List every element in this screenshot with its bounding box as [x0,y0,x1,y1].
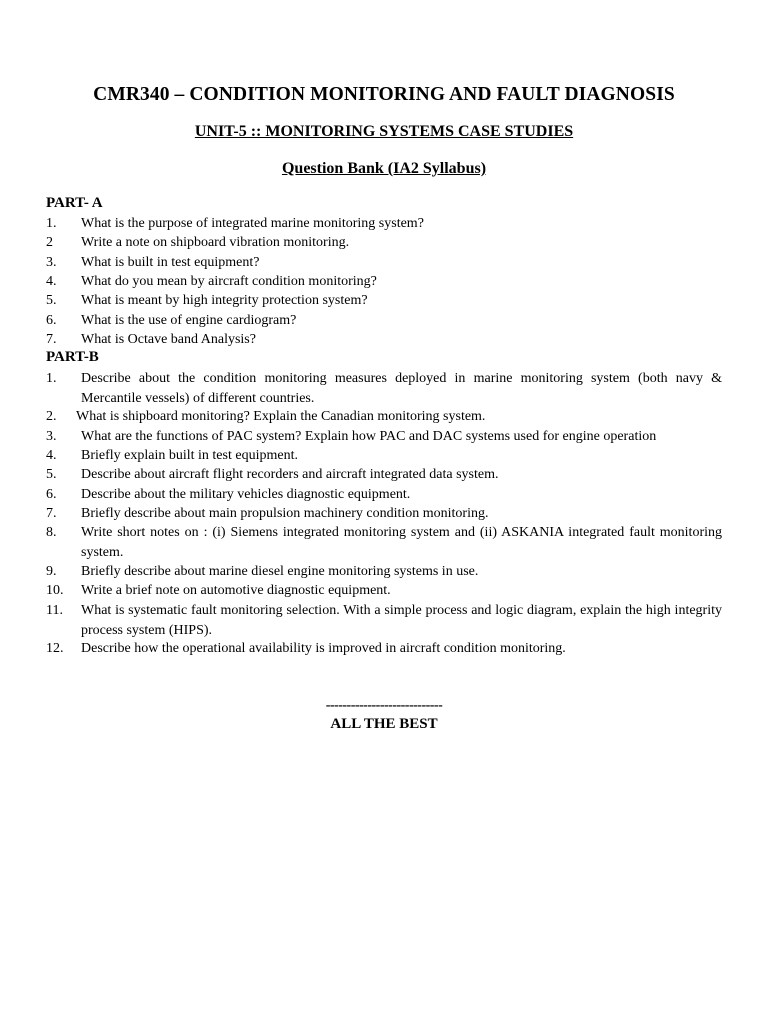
question-number: 6. [46,313,57,328]
part-b-heading: PART-B [46,349,99,365]
question-number: 1. [46,216,57,231]
part-b-question [46,562,722,582]
question-number: 9. [46,564,57,579]
question-number: 1. [46,371,57,386]
question-text: Write short notes on : (i) Siemens integrated monitoring system and (ii) ASKANIA integrated fault monitoring system. [81,525,722,560]
question-number: 8. [46,525,57,540]
question-number: 2. [46,409,57,424]
question-number: 5. [46,293,57,308]
divider-line: ---------------------------- [325,698,443,713]
question-number: 6. [46,487,57,502]
question-text: What is systematic fault monitoring selection. With a simple process and logic diagram, explain the high integrity process system (HIPS). [81,603,722,638]
question-text: Describe about the condition monitoring measures deployed in marine monitoring system (both navy & Mercantile vessels) of different countries. [81,371,722,406]
question-text: What is meant by high integrity protection system? [81,293,368,308]
part-a-question [46,291,722,311]
question-number: 7. [46,332,57,347]
question-text: Describe how the operational availability is improved in aircraft condition monitoring. [81,641,566,656]
part-b-question [46,639,722,659]
question-number: 3. [46,429,57,444]
part-a-question [46,253,722,273]
part-b-question [46,523,722,562]
question-number: 10. [46,583,64,598]
question-number: 2 [46,235,53,250]
part-a-heading: PART- A [46,195,103,211]
question-bank-title: Question Bank (IA2 Syllabus) [281,160,487,177]
part-a-question [46,311,722,331]
question-text: What are the functions of PAC system? Explain how PAC and DAC systems used for engine operation [81,429,657,444]
question-number: 4. [46,274,57,289]
question-text: What is built in test equipment? [81,255,260,270]
question-text: What do you mean by aircraft condition monitoring? [81,274,377,289]
part-b-question [46,407,722,427]
question-text: Briefly explain built in test equipment. [81,448,298,463]
part-a-question [46,233,722,253]
question-number: 5. [46,467,57,482]
question-text: Describe about aircraft flight recorders and aircraft integrated data system. [81,467,499,482]
question-text: Briefly describe about marine diesel engine monitoring systems in use. [81,564,479,579]
part-b-question [46,485,722,505]
question-text: Write a brief note on automotive diagnostic equipment. [81,583,391,598]
question-text: Briefly describe about main propulsion machinery condition monitoring. [81,506,489,521]
part-a-question [46,272,722,292]
question-number: 12. [46,641,64,656]
question-text: What is the use of engine cardiogram? [81,313,297,328]
unit-title: UNIT-5 :: MONITORING SYSTEMS CASE STUDIES [194,123,574,140]
course-title: CMR340 – CONDITION MONITORING AND FAULT DIAGNOSIS [93,84,675,105]
question-text: What is Octave band Analysis? [81,332,256,347]
question-text: What is shipboard monitoring? Explain the Canadian monitoring system. [76,409,486,424]
part-b-question [46,446,722,466]
question-number: 4. [46,448,57,463]
part-b-question [46,465,722,485]
question-text: Describe about the military vehicles diagnostic equipment. [81,487,411,502]
part-b-question [46,369,722,408]
question-text: Write a note on shipboard vibration monitoring. [81,235,350,250]
question-number: 3. [46,255,57,270]
part-b-question [46,581,722,601]
part-b-question [46,601,722,640]
part-b-question [46,504,722,524]
closing-message: ALL THE BEST [330,716,438,732]
part-a-question [46,330,722,350]
question-text: What is the purpose of integrated marine monitoring system? [81,216,424,231]
part-b-question [46,427,722,447]
question-number: 11. [46,603,63,618]
question-number: 7. [46,506,57,521]
part-a-question [46,214,722,234]
